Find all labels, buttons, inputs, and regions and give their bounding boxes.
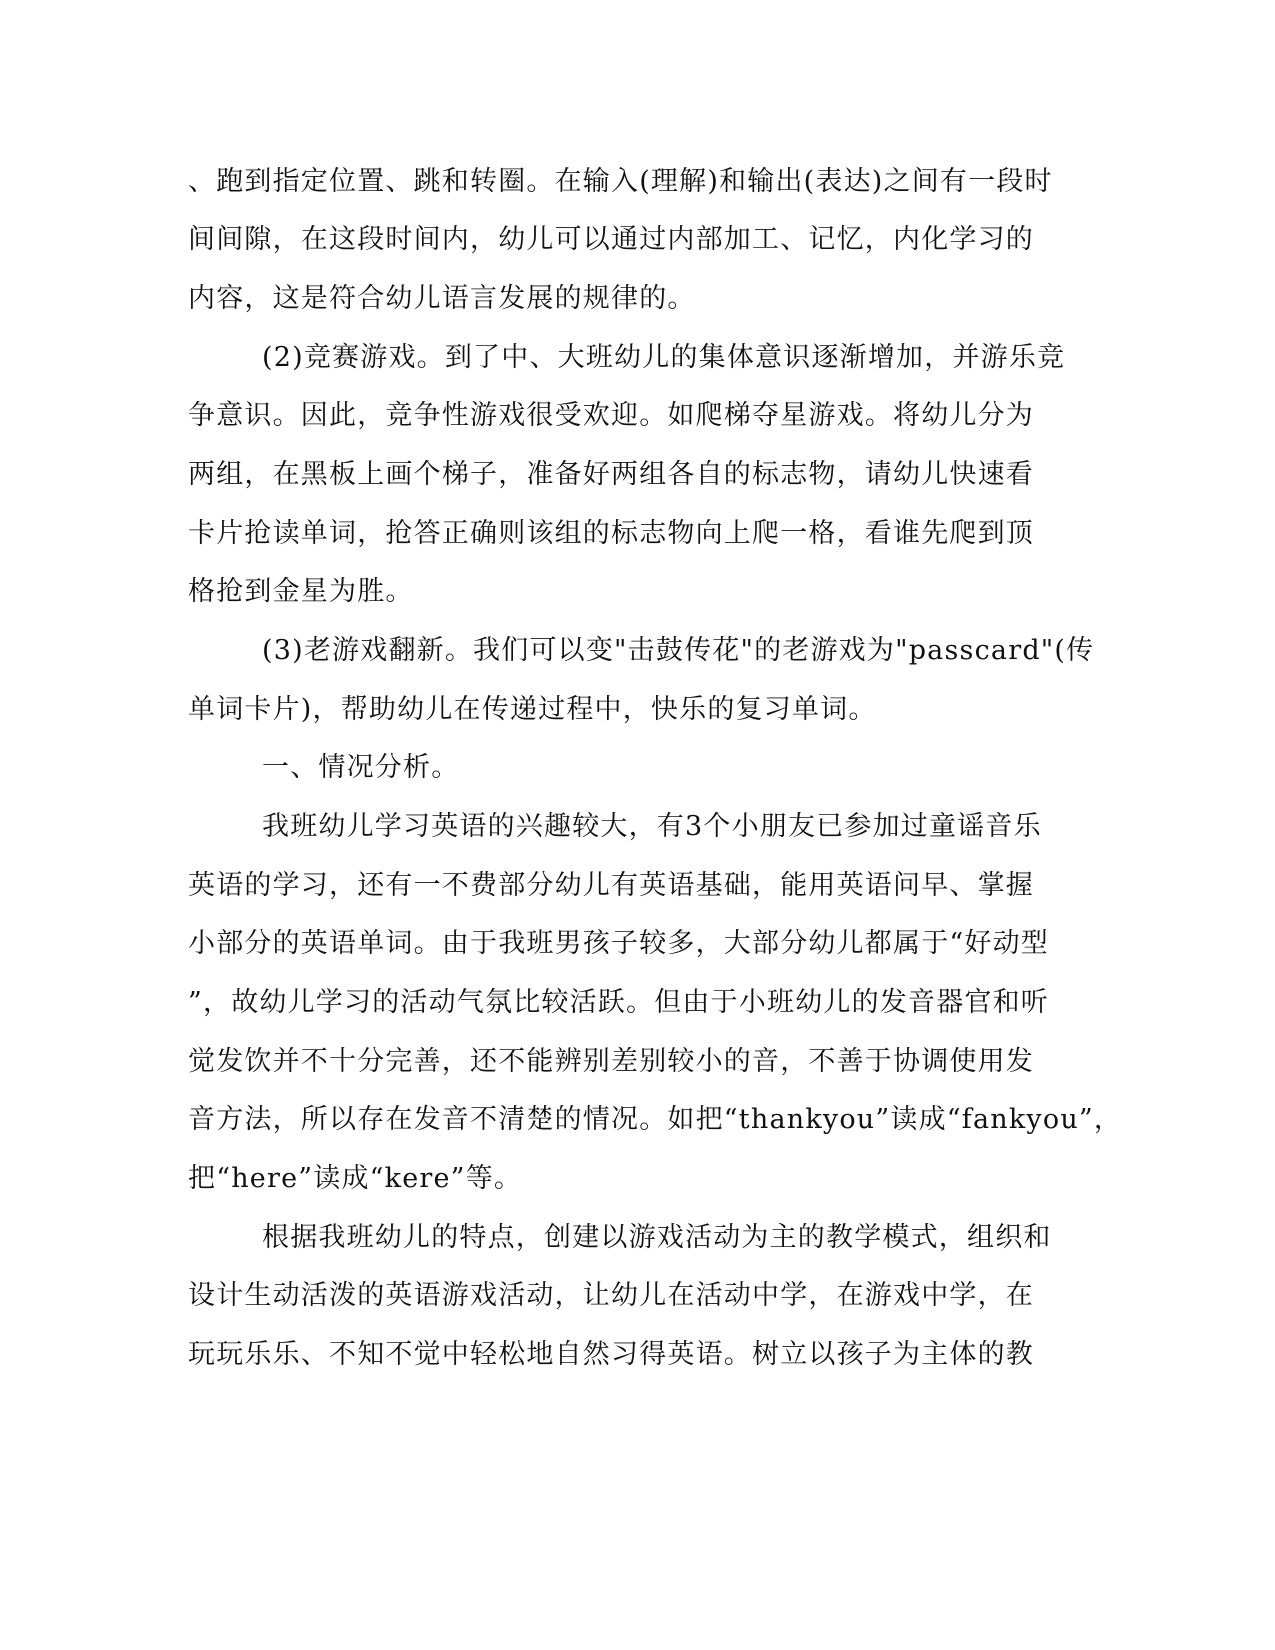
text-line: 内容，这是符合幼儿语言发展的规律的。: [188, 283, 696, 314]
text-line: 觉发饮并不十分完善，还不能辨别差别较小的音，不善于协调使用发: [188, 1046, 1034, 1077]
text-line: 卡片抢读单词，抢答正确则该组的标志物向上爬一格，看谁先爬到顶: [188, 518, 1034, 549]
text-line: 争意识。因此，竞争性游戏很受欢迎。如爬梯夺星游戏。将幼儿分为: [188, 400, 1034, 431]
text-line: 两组，在黑板上画个梯子，准备好两组各自的标志物，请幼儿快速看: [188, 459, 1034, 490]
text-line: 间间隙，在这段时间内，幼儿可以通过内部加工、记忆，内化学习的: [188, 224, 1034, 255]
text-line: 英语的学习，还有一不费部分幼儿有英语基础，能用英语问早、掌握: [188, 870, 1034, 901]
paragraph-start-line: (2)竞赛游戏。到了中、大班幼儿的集体意识逐渐增加，并游乐竞: [262, 342, 1066, 373]
text-line: 单词卡片)，帮助幼儿在传递过程中，快乐的复习单词。: [188, 694, 877, 725]
text-line: 小部分的英语单词。由于我班男孩子较多，大部分幼儿都属于“好动型: [188, 928, 1050, 959]
text-line: ”，故幼儿学习的活动气氛比较活跃。但由于小班幼儿的发音器官和听: [188, 987, 1050, 1018]
section-heading: 一、情况分析。: [262, 752, 460, 783]
text-line: 、跑到指定位置、跳和转圈。在输入(理解)和输出(表达)之间有一段时: [188, 166, 1053, 197]
paragraph-start-line: (3)老游戏翻新。我们可以变"击鼓传花"的老游戏为"passcard"(传: [262, 635, 1095, 666]
text-line: 设计生动活泼的英语游戏活动，让幼儿在活动中学，在游戏中学，在: [188, 1280, 1034, 1311]
paragraph-start-line: 我班幼儿学习英语的兴趣较大，有3个小朋友已参加过童谣音乐: [262, 811, 1042, 842]
text-line: 格抢到金星为胜。: [188, 576, 414, 607]
text-line: 音方法，所以存在发音不清楚的情况。如把“thankyou”读成“fankyou”，: [188, 1104, 1123, 1135]
text-line: 玩玩乐乐、不知不觉中轻松地自然习得英语。树立以孩子为主体的教: [188, 1339, 1034, 1370]
text-line: 把“here”读成“kere”等。: [188, 1163, 523, 1194]
paragraph-start-line: 根据我班幼儿的特点，创建以游戏活动为主的教学模式，组织和: [262, 1222, 1052, 1253]
